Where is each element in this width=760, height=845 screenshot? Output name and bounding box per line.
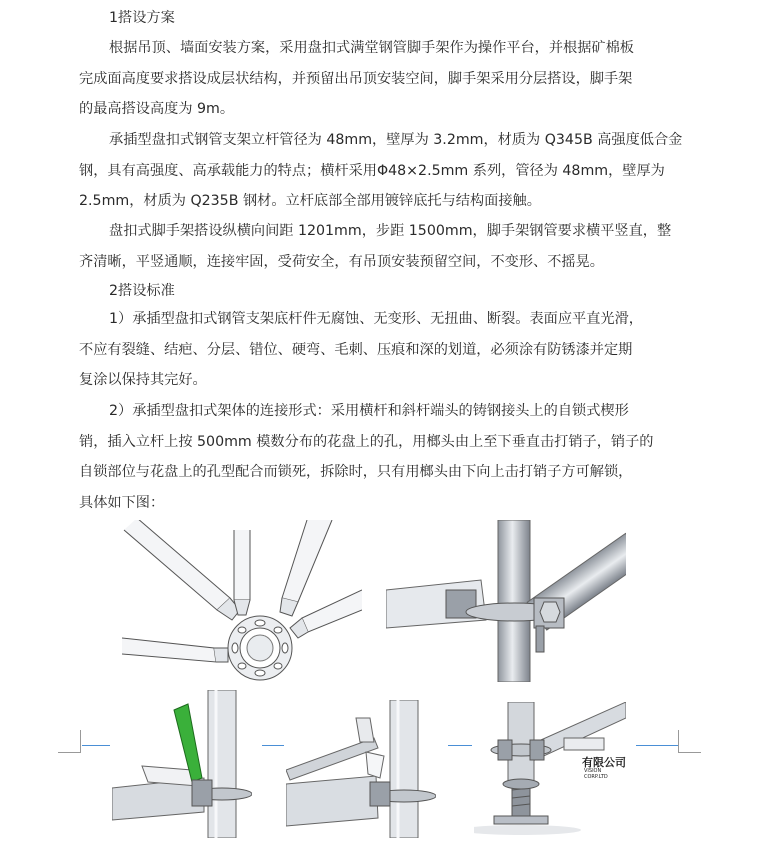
figure-brace-pin-lock	[286, 700, 436, 838]
paragraph-pole-spec	[79, 125, 683, 217]
figure-base-jack	[474, 702, 626, 836]
paragraph-standard-1	[79, 304, 679, 396]
text-line: 具体如下图：	[79, 494, 165, 511]
text-line: 齐清晰，平竖通顺，连接牢固，受荷安全，有吊顶安装预留空间，不变形、不摇晃。	[79, 253, 604, 270]
margin-corner-mark-left	[58, 730, 81, 753]
watermark-company-en: VISION CORP.LTD	[584, 768, 608, 780]
text-line: 钢，具有高强度、高承载能力的特点；横杆采用Φ48×2.5mm 系列，管径为 48mm，壁厚为	[79, 162, 665, 179]
text-line: 不应有裂缝、结疤、分层、错位、硬弯、毛刺、压痕和深的划道，必须涂有防锈漆并定期	[79, 341, 633, 358]
figure-rosette-connection	[122, 520, 362, 685]
text-line: 盘扣式脚手架搭设纵横向间距 1201mm，步距 1500mm，脚手架钢管要求横平竖直，整	[109, 223, 672, 239]
section-1-heading: 1搭设方案	[109, 10, 175, 26]
paragraph-standard-2	[79, 396, 679, 518]
figure-wedge-pin-insertion	[112, 690, 252, 838]
watermark-company-cn: 有限公司	[582, 756, 626, 769]
margin-line	[262, 745, 284, 746]
text-line: 2.5mm，材质为 Q235B 钢材。立杆底部全部用镀锌底托与结构面接触。	[79, 193, 541, 209]
margin-line	[448, 745, 472, 746]
text-line: 自锁部位与花盘上的孔型配合而锁死，拆除时，只有用榔头由下向上击打销子方可解锁，	[79, 464, 633, 480]
paragraph-scheme-overview	[79, 33, 679, 125]
text-line: 根据吊顶、墙面安装方案，采用盘扣式满堂钢管脚手架作为操作平台，并根据矿棉板	[109, 40, 634, 56]
paragraph-spacing	[79, 216, 679, 277]
text-line: 复涂以保持其完好。	[79, 372, 207, 388]
text-line: 承插型盘扣式钢管支架立杆管径为 48mm，壁厚为 3.2mm，材质为 Q345B 高强度低合金	[109, 132, 683, 148]
text-line: 的最高搭设高度为 9m。	[79, 101, 235, 117]
text-line: 销，插入立杆上按 500mm 模数分布的花盘上的孔，用榔头由上至下垂直击打销子，销子的	[79, 433, 654, 450]
text-line: 2）承插型盘扣式架体的连接形式：采用横杆和斜杆端头的铸钢接头上的自锁式楔形	[109, 403, 629, 419]
figure-standard-ledger-brace	[386, 520, 626, 682]
text-line: 1）承插型盘扣式钢管支架底杆件无腐蚀、无变形、无扭曲、断裂。表面应平直光滑，	[109, 311, 643, 327]
margin-line	[636, 745, 678, 746]
text-line: 完成面高度要求搭设成层状结构，并预留出吊顶安装空间，脚手架采用分层搭设，脚手架	[79, 70, 633, 87]
margin-corner-mark-right	[678, 730, 701, 753]
section-2-heading: 2搭设标准	[109, 283, 175, 299]
margin-line	[82, 745, 110, 746]
